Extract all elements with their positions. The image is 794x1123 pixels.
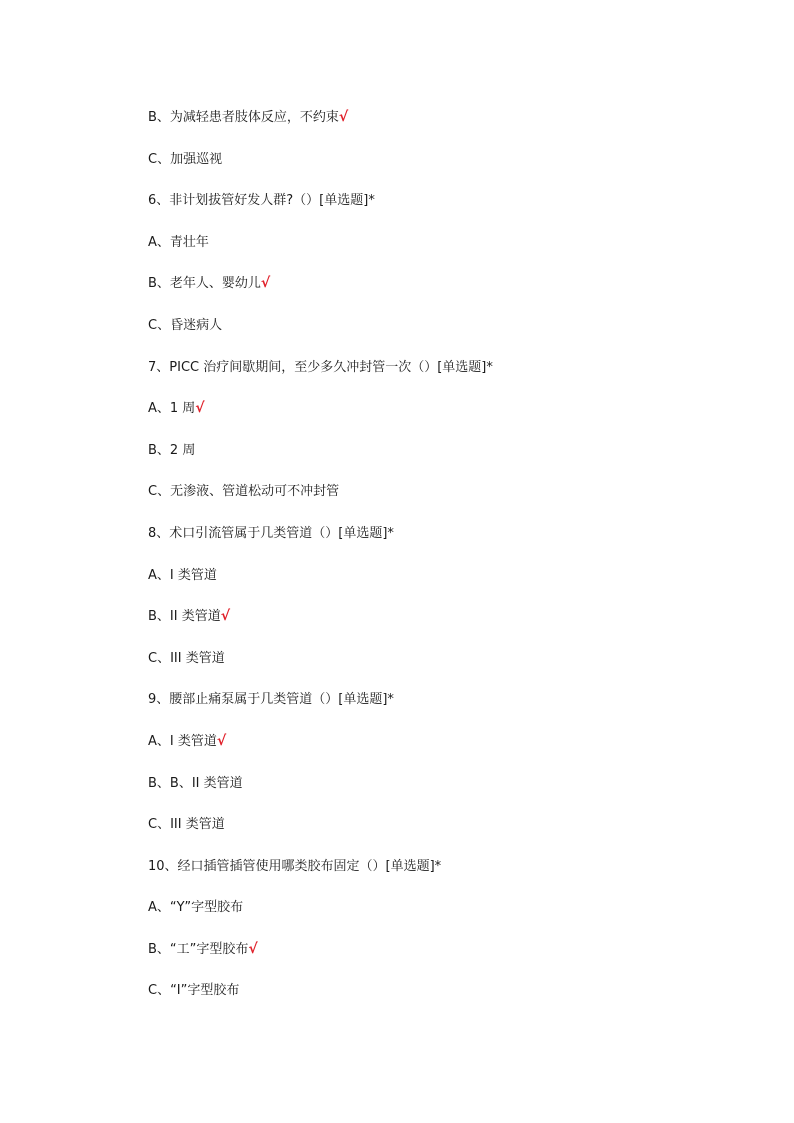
question-text: 7、PICC 治疗间歇期间，至少多久冲封管一次（）[单选题]* [148,359,493,375]
option-line [148,565,748,607]
correct-checkmark: √ [260,275,271,292]
line-text: B、“工”字型胶布 [148,941,249,957]
option-line [148,980,748,1022]
question-line [148,357,748,399]
option-line [148,481,748,523]
question-text: 9、腰部止痛泵属于几类管道（）[单选题]* [148,692,394,708]
correct-checkmark: √ [195,400,205,417]
question-line [148,190,748,232]
line-text: B、为减轻患者肢体反应，不约束 [148,110,339,125]
option-line [148,440,748,482]
option-line [148,273,748,315]
correct-checkmark: √ [338,109,349,125]
line-text: B、老年人、婴幼儿 [148,276,261,292]
line-text: C、III 类管道 [148,650,225,666]
correct-checkmark: √ [248,940,258,957]
line-text: B、B、II 类管道 [148,775,243,791]
question-line [148,689,748,731]
option-line [148,315,748,357]
option-line [148,814,748,856]
line-text: A、I 类管道 [148,567,217,583]
line-text: A、1 周 [148,401,196,417]
question-text: 10、经口插管插管使用哪类胶布固定（）[单选题]* [148,858,442,874]
question-line [148,523,748,565]
option-line [148,939,748,981]
question-line [148,856,748,898]
option-line [148,731,748,773]
line-text: B、2 周 [148,442,196,458]
line-text: C、III 类管道 [148,817,225,833]
option-line [148,648,748,690]
option-line [148,897,748,939]
line-text: C、加强巡视 [148,151,223,167]
line-text: C、无渗液、管道松动可不冲封管 [148,484,340,500]
option-line [148,398,748,440]
correct-checkmark: √ [216,732,227,749]
option-line [148,149,748,191]
document-page [148,107,748,1022]
option-line [148,606,748,648]
line-text: A、I 类管道 [148,733,217,749]
line-text: C、昏迷病人 [148,317,223,333]
line-text: A、青壮年 [148,234,209,250]
option-line [148,107,748,149]
option-line [148,232,748,274]
question-text: 8、术口引流管属于几类管道（）[单选题]* [148,525,394,541]
question-text: 6、非计划拔管好发人群?（）[单选题]* [148,193,375,209]
option-line [148,773,748,815]
line-text: C、“I”字型胶布 [148,983,240,999]
line-text: A、“Y”字型胶布 [148,900,244,916]
correct-checkmark: √ [220,608,231,625]
line-text: B、II 类管道 [148,609,221,625]
